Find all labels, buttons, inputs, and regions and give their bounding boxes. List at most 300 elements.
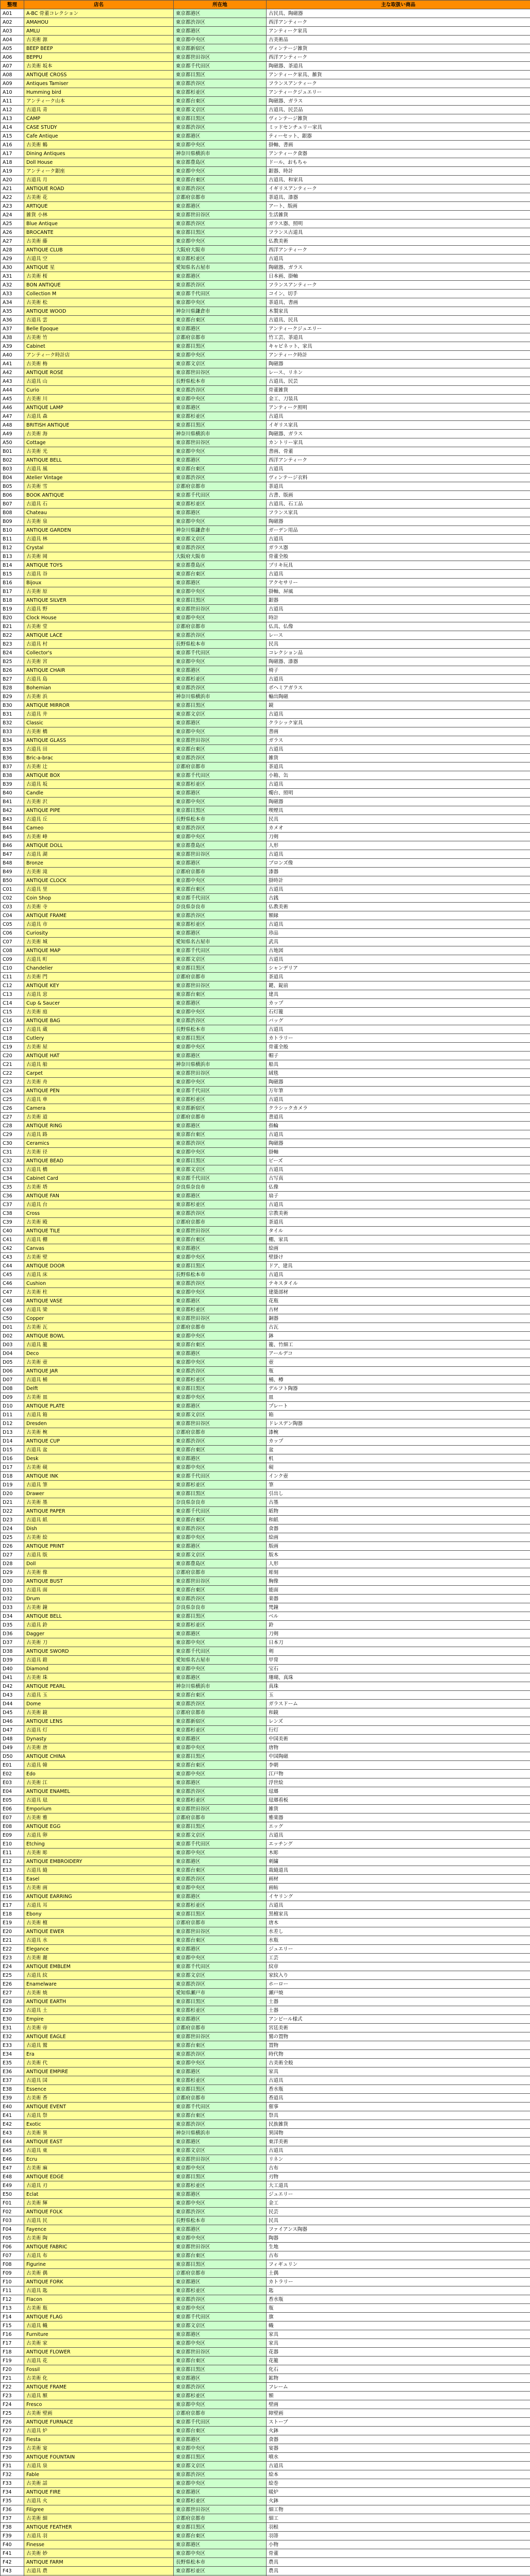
- table-row: [1, 1892, 530, 1901]
- table-row: [1, 1270, 530, 1279]
- cell-shop-name: 古道具 幟: [24, 2321, 174, 2330]
- cell-location: 京都府京都市: [174, 1814, 267, 1822]
- cell-code: D35: [1, 1621, 24, 1630]
- cell-location: 東京都渋谷区: [174, 386, 267, 395]
- cell-shop-name: 古道具 村: [24, 640, 174, 649]
- cell-location: 東京都台東区: [174, 1761, 267, 1770]
- cell-code: B47: [1, 850, 24, 859]
- cell-items: アンティーク時計: [267, 351, 530, 360]
- cell-location: 東京都中央区: [174, 298, 267, 307]
- cell-items: 陶磁器: [267, 360, 530, 368]
- cell-shop-name: ANTIQUE BOWL: [24, 1332, 174, 1341]
- cell-code: B01: [1, 447, 24, 456]
- cell-shop-name: 古道具 匙: [24, 2286, 174, 2295]
- cell-location: 東京都港区: [174, 509, 267, 517]
- table-row: [1, 2120, 530, 2129]
- cell-location: 東京都目黒区: [174, 964, 267, 973]
- cell-location: 東京都中央区: [174, 36, 267, 44]
- table-row: [1, 2208, 530, 2216]
- cell-code: C44: [1, 1262, 24, 1270]
- cell-shop-name: Eclat: [24, 2190, 174, 2199]
- cell-code: F21: [1, 2374, 24, 2383]
- cell-code: F23: [1, 2392, 24, 2400]
- cell-location: 京都府京都市: [174, 2024, 267, 2032]
- cell-location: 東京都杉並区: [174, 675, 267, 684]
- cell-shop-name: 古道具 縫: [24, 1866, 174, 1875]
- cell-items: 漆椀: [267, 1428, 530, 1437]
- cell-items: ドレスデン陶器: [267, 1419, 530, 1428]
- cell-code: C10: [1, 964, 24, 973]
- cell-code: E37: [1, 2076, 24, 2085]
- cell-shop-name: Collector's: [24, 649, 174, 657]
- cell-location: 愛知県瀬戸市: [174, 1989, 267, 1997]
- cell-location: 東京都港区: [174, 929, 267, 938]
- table-row: [1, 2164, 530, 2173]
- cell-shop-name: Exotic: [24, 2120, 174, 2129]
- table-row: [1, 342, 530, 351]
- cell-location: 東京都杉並区: [174, 1901, 267, 1910]
- cell-shop-name: ANTIQUE FORK: [24, 2278, 174, 2286]
- cell-items: 皿: [267, 1393, 530, 1402]
- cell-location: 東京都渋谷区: [174, 2383, 267, 2392]
- table-row: [1, 1656, 530, 1665]
- cell-code: D14: [1, 1437, 24, 1446]
- cell-location: 東京都中央区: [174, 2479, 267, 2488]
- table-row: [1, 307, 530, 316]
- cell-code: E21: [1, 1936, 24, 1945]
- cell-items: 能面: [267, 1586, 530, 1595]
- cell-location: 東京都中央区: [174, 447, 267, 456]
- cell-code: D09: [1, 1393, 24, 1402]
- cell-code: A26: [1, 228, 24, 237]
- cell-code: D13: [1, 1428, 24, 1437]
- cell-shop-name: 古道具 筆: [24, 1481, 174, 1489]
- cell-location: 東京都文京区: [174, 1831, 267, 1840]
- cell-location: 京都府京都市: [174, 2514, 267, 2523]
- cell-shop-name: 古美術 堂: [24, 622, 174, 631]
- cell-location: 東京都世田谷区: [174, 605, 267, 614]
- cell-shop-name: 古美術 宴: [24, 2444, 174, 2453]
- cell-items: 宮廷美術: [267, 2024, 530, 2032]
- cell-shop-name: ANTIQUE EVENT: [24, 2103, 174, 2111]
- cell-items: 版画: [267, 1542, 530, 1551]
- cell-code: C47: [1, 1288, 24, 1297]
- cell-shop-name: 古美術 滝: [24, 868, 174, 876]
- cell-items: 仏像: [267, 1183, 530, 1192]
- table-row: [1, 62, 530, 71]
- cell-code: E09: [1, 1831, 24, 1840]
- table-row: [1, 1052, 530, 1060]
- cell-items: 額縁: [267, 911, 530, 920]
- cell-items: 茶道具、書画: [267, 298, 530, 307]
- cell-items: 壁掛け: [267, 1253, 530, 1262]
- table-row: [1, 333, 530, 342]
- cell-shop-name: 古道具 玉: [24, 1691, 174, 1700]
- cell-items: 鏡: [267, 701, 530, 710]
- cell-code: C09: [1, 955, 24, 964]
- table-row: [1, 202, 530, 211]
- cell-location: 東京都文京区: [174, 360, 267, 368]
- cell-shop-name: 古美術 海: [24, 430, 174, 438]
- cell-location: 東京都台東区: [174, 2041, 267, 2050]
- table-row: [1, 1253, 530, 1262]
- cell-shop-name: 古道具 船: [24, 1060, 174, 1069]
- cell-shop-name: ANTIQUE SILVER: [24, 596, 174, 605]
- cell-shop-name: Doll: [24, 1560, 174, 1568]
- cell-items: イギリス家具: [267, 421, 530, 430]
- cell-items: 時計: [267, 614, 530, 622]
- cell-shop-name: Blue Antique: [24, 219, 174, 228]
- cell-code: B05: [1, 482, 24, 491]
- cell-items: 刀剣: [267, 1630, 530, 1638]
- cell-code: F27: [1, 2427, 24, 2435]
- table-row: [1, 1831, 530, 1840]
- table-row: [1, 1419, 530, 1428]
- cell-location: 東京都中央区: [174, 141, 267, 149]
- cell-items: 陶磁器: [267, 1139, 530, 1148]
- cell-shop-name: 古道具 市: [24, 920, 174, 929]
- table-row: [1, 1235, 530, 1244]
- cell-location: 東京都世田谷区: [174, 211, 267, 219]
- cell-shop-name: Bohemian: [24, 684, 174, 692]
- table-row: [1, 18, 530, 27]
- cell-code: C50: [1, 1314, 24, 1323]
- table-row: [1, 561, 530, 570]
- table-row: [1, 351, 530, 360]
- cell-code: E42: [1, 2120, 24, 2129]
- cell-location: 東京都中央区: [174, 1849, 267, 1857]
- cell-location: 奈良県奈良市: [174, 1603, 267, 1612]
- cell-items: 陶磁器: [267, 798, 530, 806]
- cell-code: C36: [1, 1192, 24, 1200]
- table-row: [1, 964, 530, 973]
- cell-code: A08: [1, 71, 24, 79]
- cell-items: 古道具: [267, 1901, 530, 1910]
- cell-location: 東京都目黒区: [174, 1612, 267, 1621]
- cell-location: 東京都中央区: [174, 1078, 267, 1087]
- cell-shop-name: 古美術 壺: [24, 1358, 174, 1367]
- cell-shop-name: 古美術 瓦: [24, 1323, 174, 1332]
- table-row: [1, 841, 530, 850]
- table-row: [1, 973, 530, 981]
- cell-items: 喫煙具: [267, 806, 530, 815]
- cell-items: インク壺: [267, 1472, 530, 1481]
- cell-shop-name: Collection M: [24, 290, 174, 298]
- table-row: [1, 2216, 530, 2225]
- cell-shop-name: ANTIQUE FIRE: [24, 2488, 174, 2497]
- table-row: [1, 2111, 530, 2120]
- cell-shop-name: 古道具 東: [24, 2146, 174, 2155]
- cell-items: 壁画: [267, 2400, 530, 2409]
- table-row: [1, 544, 530, 552]
- header-code: 整理: [1, 1, 24, 9]
- cell-shop-name: 古美術 源: [24, 36, 174, 44]
- cell-shop-name: 古道具 灯: [24, 1726, 174, 1735]
- cell-shop-name: 古道具 額: [24, 2392, 174, 2400]
- cell-location: 東京都杉並区: [174, 88, 267, 97]
- cell-shop-name: ANTIQUE FLOWER: [24, 2348, 174, 2357]
- table-row: [1, 579, 530, 587]
- cell-code: C45: [1, 1270, 24, 1279]
- cell-shop-name: 古道具 国: [24, 2076, 174, 2085]
- cell-code: A01: [1, 9, 24, 18]
- cell-code: C32: [1, 1157, 24, 1165]
- cell-location: 東京都中央区: [174, 237, 267, 246]
- cell-code: F33: [1, 2479, 24, 2488]
- cell-items: 彫刻: [267, 1568, 530, 1577]
- cell-location: 東京都港区: [174, 2225, 267, 2234]
- cell-location: 東京都渋谷区: [174, 1209, 267, 1218]
- cell-items: 古道具: [267, 535, 530, 544]
- cell-items: 鉱物: [267, 2374, 530, 2383]
- table-row: [1, 1962, 530, 1971]
- cell-items: 雑貨: [267, 1805, 530, 1814]
- cell-shop-name: 古美術 峰: [24, 833, 174, 841]
- cell-shop-name: ANTIQUE VASE: [24, 1297, 174, 1306]
- table-row: [1, 2479, 530, 2488]
- cell-code: A11: [1, 97, 24, 106]
- cell-items: 化石: [267, 2365, 530, 2374]
- cell-shop-name: 古美術 刀: [24, 1638, 174, 1647]
- cell-items: 鈴: [267, 1621, 530, 1630]
- cell-items: 古道具: [267, 1130, 530, 1139]
- cell-location: 長野県松本市: [174, 1270, 267, 1279]
- cell-shop-name: 古道具 里: [24, 885, 174, 894]
- cell-items: クラシックカメラ: [267, 1104, 530, 1113]
- table-row: [1, 456, 530, 465]
- cell-shop-name: ANTIQUE 星: [24, 263, 174, 272]
- cell-code: D22: [1, 1507, 24, 1516]
- cell-items: シャンデリア: [267, 964, 530, 973]
- cell-code: E03: [1, 1778, 24, 1787]
- table-row: [1, 1139, 530, 1148]
- cell-location: 東京都千代田区: [174, 1174, 267, 1183]
- cell-location: 東京都目黒区: [174, 1752, 267, 1761]
- cell-items: 骨董全般: [267, 552, 530, 561]
- cell-location: 東京都港区: [174, 719, 267, 727]
- cell-code: B27: [1, 675, 24, 684]
- cell-shop-name: Cup & Saucer: [24, 999, 174, 1008]
- cell-items: 楽器: [267, 1595, 530, 1603]
- cell-items: 古道具: [267, 2462, 530, 2470]
- cell-code: A21: [1, 184, 24, 193]
- table-row: [1, 868, 530, 876]
- cell-shop-name: ANTIQUE LACE: [24, 631, 174, 640]
- cell-shop-name: 古道具 籠: [24, 1341, 174, 1349]
- table-row: [1, 1630, 530, 1638]
- cell-location: 東京都港区: [174, 1192, 267, 1200]
- cell-items: 大工道具: [267, 2181, 530, 2190]
- cell-items: 玉: [267, 1691, 530, 1700]
- table-row: [1, 2006, 530, 2015]
- cell-location: 東京都世田谷区: [174, 1927, 267, 1936]
- cell-shop-name: BOOK ANTIQUE: [24, 491, 174, 500]
- table-row: [1, 1647, 530, 1656]
- cell-location: 東京都世田谷区: [174, 981, 267, 990]
- cell-items: アンピール様式: [267, 2015, 530, 2024]
- table-row: [1, 1069, 530, 1078]
- cell-code: B49: [1, 868, 24, 876]
- table-row: [1, 1165, 530, 1174]
- table-row: [1, 1533, 530, 1542]
- table-row: [1, 1989, 530, 1997]
- table-row: [1, 2041, 530, 2050]
- cell-code: E41: [1, 2111, 24, 2120]
- cell-shop-name: AMLU: [24, 27, 174, 36]
- cell-location: 東京都千代田区: [174, 2418, 267, 2427]
- cell-items: 古道具: [267, 920, 530, 929]
- cell-code: D44: [1, 1700, 24, 1708]
- cell-code: A14: [1, 123, 24, 132]
- cell-location: 東京都杉並区: [174, 2286, 267, 2295]
- cell-code: B15: [1, 570, 24, 579]
- cell-location: 東京都文京区: [174, 2462, 267, 2470]
- cell-code: B32: [1, 719, 24, 727]
- cell-shop-name: Bronze: [24, 859, 174, 868]
- cell-items: 家具: [267, 2067, 530, 2076]
- cell-items: 胸像: [267, 1577, 530, 1586]
- cell-location: 東京都港区: [174, 1857, 267, 1866]
- cell-code: C02: [1, 894, 24, 903]
- cell-shop-name: ANTIQUE FOUNTAIN: [24, 2453, 174, 2462]
- cell-location: 東京都中央区: [174, 2059, 267, 2067]
- cell-shop-name: ANTIQUE EAST: [24, 2138, 174, 2146]
- table-row: [1, 106, 530, 114]
- cell-items: 細工: [267, 2514, 530, 2523]
- cell-items: エッチング: [267, 1840, 530, 1849]
- cell-shop-name: ANTIQUE GLASS: [24, 736, 174, 745]
- cell-items: 西洋アンティーク: [267, 456, 530, 465]
- cell-code: D49: [1, 1743, 24, 1752]
- table-row: [1, 1087, 530, 1095]
- cell-shop-name: Filigree: [24, 2505, 174, 2514]
- table-row: [1, 2374, 530, 2383]
- cell-items: 瓶: [267, 2304, 530, 2313]
- cell-shop-name: 古美術 宮: [24, 657, 174, 666]
- cell-items: 銀器、時計: [267, 167, 530, 176]
- cell-code: C27: [1, 1113, 24, 1122]
- cell-items: 噴水: [267, 2453, 530, 2462]
- cell-location: 東京都台東区: [174, 1130, 267, 1139]
- table-row: [1, 1516, 530, 1524]
- cell-shop-name: ANTIQUE BELL: [24, 456, 174, 465]
- table-row: [1, 2427, 530, 2435]
- cell-items: フランスアンティーク: [267, 281, 530, 290]
- cell-shop-name: 古道具 棚: [24, 1235, 174, 1244]
- cell-location: 東京都中央区: [174, 1332, 267, 1341]
- cell-location: 東京都杉並区: [174, 780, 267, 789]
- cell-shop-name: Emporium: [24, 1805, 174, 1814]
- table-row: [1, 1796, 530, 1805]
- cell-shop-name: Diamond: [24, 1665, 174, 1673]
- table-row: [1, 1297, 530, 1306]
- cell-shop-name: 古美術 化: [24, 2374, 174, 2383]
- cell-shop-name: 古美術 異: [24, 2129, 174, 2138]
- cell-location: 東京都中央区: [174, 2549, 267, 2558]
- cell-code: F05: [1, 2234, 24, 2243]
- table-row: [1, 263, 530, 272]
- cell-location: 東京都港区: [174, 666, 267, 675]
- cell-location: 東京都港区: [174, 132, 267, 141]
- cell-code: F22: [1, 2383, 24, 2392]
- cell-location: 東京都世田谷区: [174, 1419, 267, 1428]
- cell-items: 和紙: [267, 1516, 530, 1524]
- cell-items: 椅子: [267, 666, 530, 675]
- cell-code: C04: [1, 911, 24, 920]
- table-row: [1, 1524, 530, 1533]
- cell-code: B33: [1, 727, 24, 736]
- cell-code: A20: [1, 176, 24, 184]
- header-items: 主な取扱い商品: [267, 1, 530, 9]
- cell-location: 東京都世田谷区: [174, 850, 267, 859]
- cell-location: 東京都中央区: [174, 614, 267, 622]
- table-row: [1, 771, 530, 780]
- cell-shop-name: Candle: [24, 789, 174, 798]
- cell-items: 江戸物: [267, 1770, 530, 1778]
- cell-items: ガーデン用品: [267, 526, 530, 535]
- cell-location: 東京都杉並区: [174, 2076, 267, 2085]
- cell-shop-name: Antiques Tamiser: [24, 79, 174, 88]
- cell-location: 東京都杉並区: [174, 920, 267, 929]
- cell-shop-name: ANTIQUE LENS: [24, 1717, 174, 1726]
- cell-code: F34: [1, 2488, 24, 2497]
- cell-items: 銀器: [267, 596, 530, 605]
- cell-shop-name: ANTIQUE PRINT: [24, 1542, 174, 1551]
- cell-location: 東京都豊島区: [174, 841, 267, 850]
- cell-location: 東京都世田谷区: [174, 1577, 267, 1586]
- table-row: [1, 1104, 530, 1113]
- cell-shop-name: 古美術 寺: [24, 903, 174, 911]
- cell-location: 東京都千代田区: [174, 491, 267, 500]
- cell-code: C42: [1, 1244, 24, 1253]
- cell-location: 東京都台東区: [174, 2111, 267, 2120]
- cell-items: ボヘミアガラス: [267, 684, 530, 692]
- cell-items: 古道具、和家具: [267, 176, 530, 184]
- cell-items: 書画、骨董: [267, 447, 530, 456]
- cell-code: F06: [1, 2243, 24, 2251]
- cell-shop-name: 古道具 床: [24, 1270, 174, 1279]
- table-row: [1, 2103, 530, 2111]
- cell-code: A29: [1, 255, 24, 263]
- cell-shop-name: 古美術 花: [24, 193, 174, 202]
- table-row: [1, 1157, 530, 1165]
- cell-location: 東京都文京区: [174, 1971, 267, 1980]
- cell-location: 東京都杉並区: [174, 1376, 267, 1384]
- cell-shop-name: 古道具 火: [24, 2497, 174, 2505]
- table-row: [1, 176, 530, 184]
- cell-shop-name: ANTIQUE ROAD: [24, 184, 174, 193]
- cell-code: C48: [1, 1297, 24, 1306]
- cell-code: D47: [1, 1726, 24, 1735]
- cell-location: 東京都文京区: [174, 106, 267, 114]
- cell-items: 西洋アンティーク: [267, 53, 530, 62]
- cell-code: F08: [1, 2260, 24, 2269]
- cell-code: F03: [1, 2216, 24, 2225]
- cell-location: 東京都千代田区: [174, 1507, 267, 1516]
- table-row: [1, 1437, 530, 1446]
- cell-location: 東京都新宿区: [174, 44, 267, 53]
- cell-location: 東京都港区: [174, 1630, 267, 1638]
- cell-items: 桶、樽: [267, 1376, 530, 1384]
- table-row: [1, 1446, 530, 1454]
- table-row: [1, 2269, 530, 2278]
- cell-location: 東京都世田谷区: [174, 2243, 267, 2251]
- cell-items: 掛時計: [267, 876, 530, 885]
- cell-location: 京都府京都市: [174, 482, 267, 491]
- cell-location: 東京都渋谷区: [174, 473, 267, 482]
- table-row: [1, 1595, 530, 1603]
- cell-shop-name: Curiosity: [24, 929, 174, 938]
